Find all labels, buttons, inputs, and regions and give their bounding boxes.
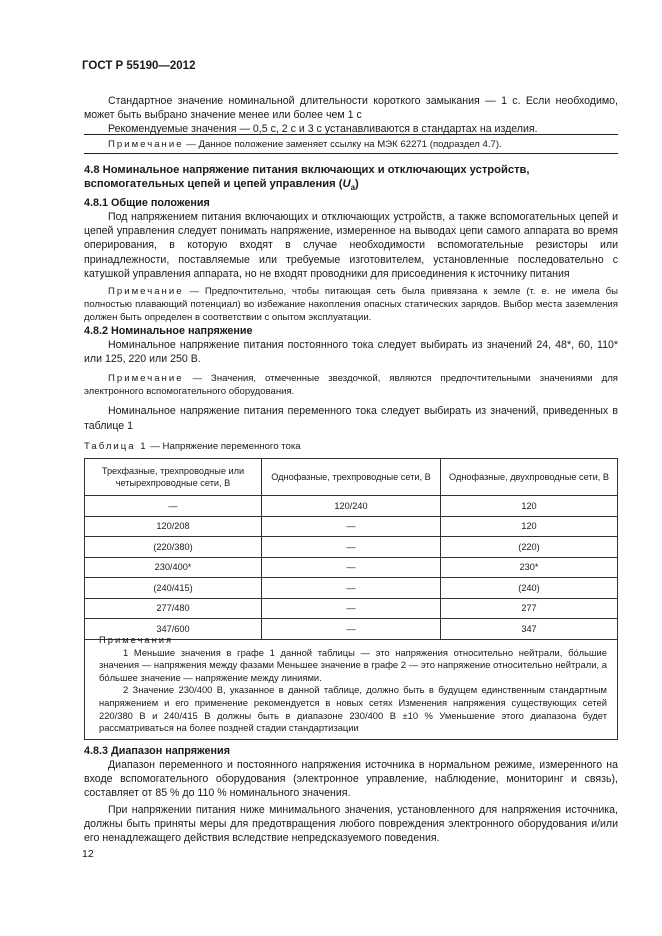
table-row: 230/400* — 230* <box>85 557 618 578</box>
intro-block <box>84 94 618 137</box>
section-4-8-2-title: 4.8.2 Номинальное напряжение <box>84 325 253 337</box>
table-notes <box>84 631 618 740</box>
table-caption <box>84 440 618 453</box>
table-row: (240/415) — (240) <box>85 578 618 599</box>
section-4-8-3 <box>84 744 618 845</box>
section-4-8-1-paragraph: Под напряжением питания включающих и отключающих устройств, а также вспомогательных цепей и цепей управления следует понимать напряжение, измеренное на выводах цепи самого аппарата во время оперирования, в которую входят в случае необходимости вспомогательные резисторы или принадлежности, поставляемые или требуемые изготовителем, установленные последовательно с катушкой управления аппарата, но не входят проводники для присоединения к источнику питания <box>84 211 618 280</box>
voltage-table <box>84 458 618 640</box>
page-number: 12 <box>82 848 94 860</box>
table-caption-label: Таблица 1 <box>84 441 148 452</box>
section-4-8-2-paragraph-2: Номинальное напряжение питания переменного тока следует выбирать из значений, приведенных в таблице 1 <box>84 405 618 432</box>
note-text: — Данное положение заменяет ссылку на МЭК 62271 (подраздел 4.7). <box>183 139 502 150</box>
note-label: Примечание <box>108 286 184 298</box>
note-text: — Значения, отмеченные звездочкой, являются предпочтительными значениями для электронного вспомогательного оборудования. <box>84 373 618 398</box>
note-text: — Предпочтительно, чтобы питающая сеть была привязана к земле (т. е. не имела бы полностью плавающий потенциал) во избежание накопления опасных статических зарядов. Выбор места заземления должен быть определен в соответствии с опытом эксплуатации. <box>84 286 618 324</box>
table-row: (220/380) — (220) <box>85 537 618 558</box>
table-caption-text: — Напряжение переменного тока <box>147 441 301 452</box>
table-row: 120/208 — 120 <box>85 516 618 537</box>
table-notes-title: Примечания <box>99 634 174 645</box>
table-note-2: 2 Значение 230/400 В, указанное в данной таблице, должно быть в будущем единственным стандартным напряжением и его применение рекомендуется в новых сетях Изменения напряжения существующих сетей 220/380 В и 240/415 В должны быть в диапазоне 230/400 В ±10 % Уменьшение этого диапазона будет рассматриваться на более поздней стадии стандартизации <box>99 684 607 734</box>
section-4-8-3-title: 4.8.3 Диапазон напряжения <box>84 745 230 757</box>
section-4-8-2-paragraph-1: Номинальное напряжение питания постоянного тока следует выбирать из значений 24, 48*, 60, 110* или 125, 220 или 250 В. <box>84 339 618 366</box>
note-label: Примечание <box>108 139 184 150</box>
note-label: Примечание <box>108 373 184 385</box>
divider-bottom <box>84 153 618 154</box>
table-row: — 120/240 120 <box>85 496 618 517</box>
table-header-cell: Однофазные, трехпроводные сети, В <box>262 459 441 496</box>
section-4-8 <box>84 163 618 196</box>
divider-top <box>84 134 618 135</box>
intro-paragraph-1: Стандартное значение номинальной длительности короткого замыкания — 1 с. Если необходимо, может быть выбрано значение менее или более чем 1 с <box>84 95 618 122</box>
section-4-8-title-line2: вспомогательных цепей и цепей управления $(U_a)$ <box>84 178 359 193</box>
section-4-8-3-paragraph-1: Диапазон переменного и постоянного напряжения источника в нормальном режиме, измеренного на входе вспомогательного оборудования (электронное управление, наблюдение, мониторинг и связь), составляет от 85 % до 110 % номинального значения. <box>84 759 618 800</box>
table-header-cell: Трехфазные, трехпроводные или четырехпроводные сети, В <box>85 459 262 496</box>
intro-note <box>84 138 618 151</box>
table-row: 347/600 — 347 <box>85 619 618 640</box>
standard-header: ГОСТ Р 55190—2012 <box>82 60 196 72</box>
section-4-8-2 <box>84 324 618 433</box>
section-4-8-1 <box>84 196 618 324</box>
table-header-cell: Однофазные, двухпроводные сети, В <box>441 459 618 496</box>
section-4-8-3-paragraph-2: При напряжении питания ниже минимального значения, установленного для напряжения источника, должны быть приняты меры для предотвращения любого повреждения электронного оборудования и/или его ненадлежащего действия вследствие непредсказуемого поведения. <box>84 803 618 845</box>
table-note-1: 1 Меньшие значения в графе 1 данной таблицы — это напряжения относительно нейтрали, бо́льшие значения — напряжения между фазами Меньшее значение в графе 2 — это напряжение относительно нейтрали, а бо́льшее значение — напряжение между линиями. <box>99 646 607 683</box>
intro-paragraph-2: Рекомендуемые значения — 0,5 с, 2 с и 3 с устанавливаются в стандартах на изделия. <box>108 123 538 136</box>
section-4-8-title-line1: 4.8 Номинальное напряжение питания включающих и отключающих устройств, <box>84 164 530 176</box>
section-4-8-1-title: 4.8.1 Общие положения <box>84 197 210 209</box>
table-row: 277/480 — 277 <box>85 598 618 619</box>
